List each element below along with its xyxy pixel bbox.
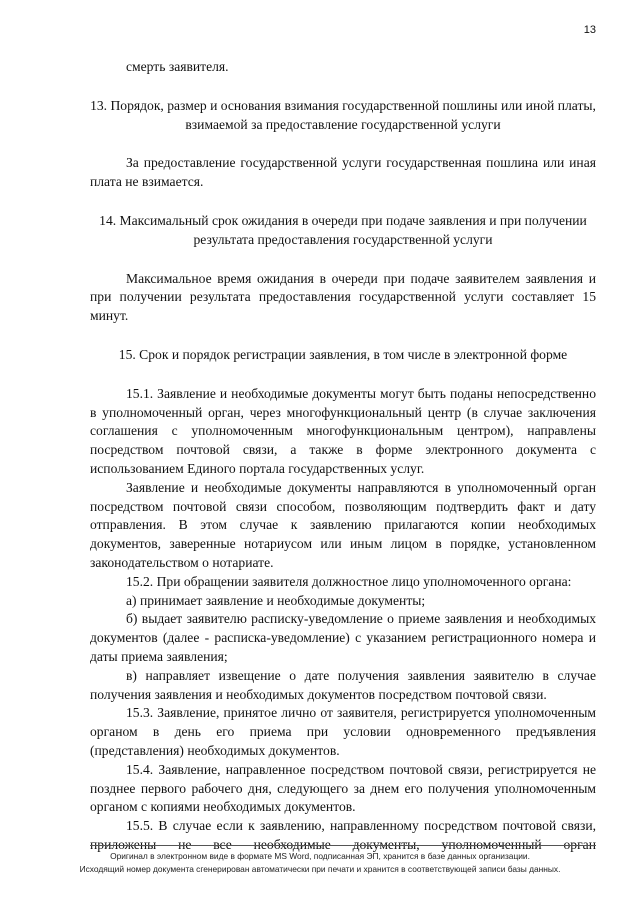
list-item-b: б) выдает заявителю расписку-уведомление о приеме заявления и необходимых документов (далее - расписка-уведомление) с указанием регистрационного номера и даты приема заявления; [90, 611, 596, 664]
paragraph-15-5: 15.5. В случае если к заявлению, направленному посредством почтовой связи, приложены не все необходимые документы, уполномоченный орган [90, 818, 596, 852]
paragraph-continuation: смерть заявителя. [126, 59, 229, 74]
paragraph-15-2: 15.2. При обращении заявителя должностное лицо уполномоченного органа: [126, 573, 572, 589]
paragraph-15-1: 15.1. Заявление и необходимые документы могут быть поданы непосредственно в уполномоченный орган, через многофункциональный центр (в случае заключения соглашения с уполномоченным многофункциональным центром), направлены посредством почтовой связи, а также в форме электронного документа с использованием Единого портала государственных услуг. [90, 385, 596, 476]
footer-line-2: Исходящий номер документа сгенерирован автоматически при печати и хранится в соответствующей записи базы данных. [79, 864, 561, 874]
paragraph-15-3: 15.3. Заявление, принятое лично от заявителя, регистрируется уполномоченным органом в день его приема при условии одновременного предъявления (представления) необходимых документов. [90, 705, 596, 758]
section-heading-13: 13. Порядок, размер и основания взимания государственной пошлины или иной платы, взимаемой за предоставление государственной услуги [90, 97, 596, 132]
page-number: 13 [583, 24, 596, 36]
paragraph-14-body: Максимальное время ожидания в очереди при подаче заявителем заявления и при получении результата предоставления государственной услуги составляет 15 минут. [90, 270, 596, 324]
list-item-a: а) принимает заявление и необходимые документы; [126, 592, 426, 608]
document-body [90, 58, 596, 855]
footer-note [60, 850, 580, 876]
footer-divider [90, 845, 596, 846]
paragraph-13-body: За предоставление государственной услуги государственная пошлина или иная плата не взимается. [90, 155, 596, 190]
footer-line-1: Оригинал в электронном виде в формате MS Word, подписанная ЭП, хранится в базе данных организации. [110, 851, 530, 861]
list-item-v: в) направляет извещение о дате получения заявления заявителю в случае получения заявления и необходимых документов посредством почтовой связи. [90, 667, 596, 702]
section-heading-15: 15. Срок и порядок регистрации заявления, в том числе в электронной форме [118, 346, 568, 362]
paragraph-15-1-mail: Заявление и необходимые документы направляются в уполномоченный орган посредством почтовой связи способом, позволяющим подтвердить факт и дату отправления. В этом случае к заявлению прилагаются копии необходимых документов, заверенные нотариусом или иным лицом в порядке, установленном законодательством о нотариате. [90, 479, 596, 570]
paragraph-15-4: 15.4. Заявление, направленное посредством почтовой связи, регистрируется не позднее первого рабочего дня, следующего за днем его получения уполномоченным органом с копиями необходимых документов. [90, 761, 596, 815]
section-heading-14: 14. Максимальный срок ожидания в очереди при подаче заявления и при получении результата предоставления государственной услуги [99, 212, 587, 247]
